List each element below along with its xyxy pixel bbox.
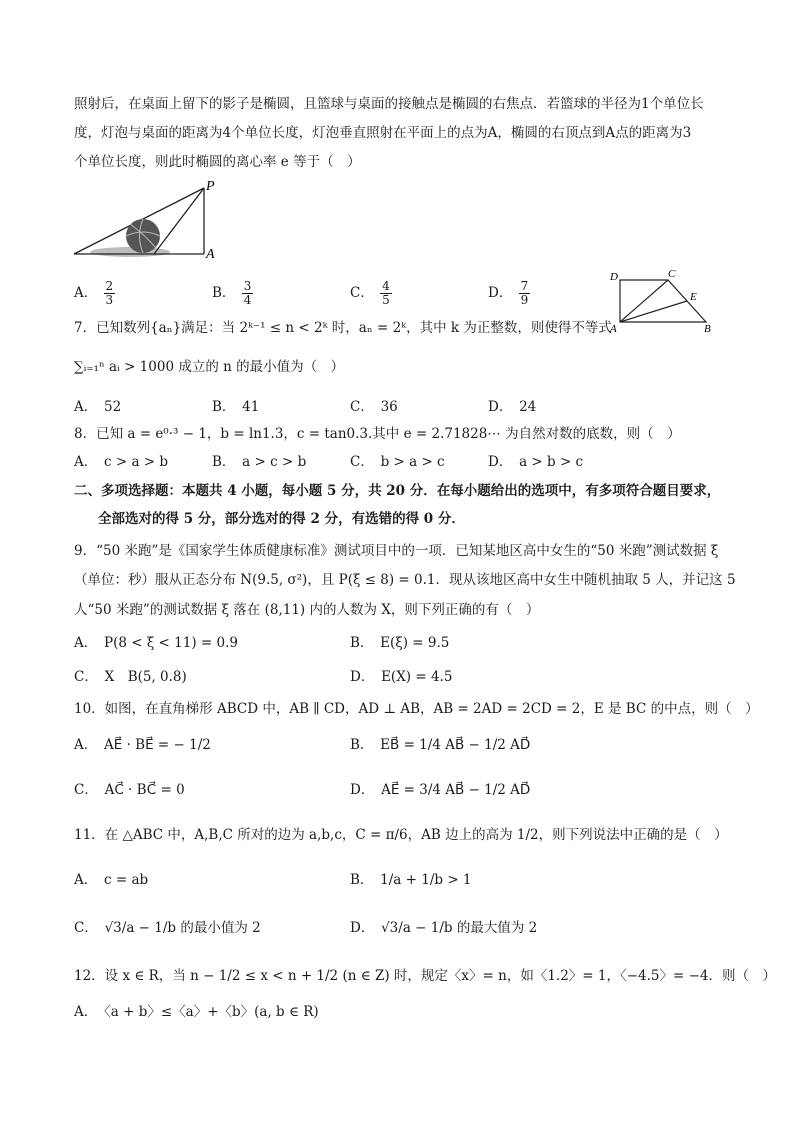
q8-text-line1: 8．已知 a = e⁰·³ − 1，b = ln1.3，c = tan0.3.其中 e = 2.71828⋯ 为自然对数的底数，则（ ） [74, 426, 681, 442]
q7-text-line2: ∑ᵢ₌₁ⁿ aᵢ > 1000 成立的 n 的最小值为（ ） [74, 359, 345, 375]
segment-ae [620, 301, 687, 322]
label-e: E [690, 291, 697, 303]
q6-option-d: D． $\frac{7}{9}$ [488, 279, 529, 307]
q10-option-b: B． EB⃗ = 1/4 AB⃗ − 1/2 AD⃗ [350, 737, 531, 753]
q11-option-a: A． c = ab [74, 872, 149, 888]
basketball-icon [126, 219, 160, 253]
q9-text-line2: （单位：秒）服从正态分布 N(9.5, σ²)，且 P(ξ ≤ 8) = 0.1．现从该地区高中女生中随机抽取 5 人，并记这 5 [74, 572, 736, 588]
q7-option-a: A． 52 [74, 399, 122, 415]
label-c: C [668, 268, 676, 280]
q9-text-line3: 人“50 米跑”的测试数据 ξ 落在 (8,11) 内的人数为 X，则下列正确的有（ ） [74, 602, 540, 618]
q6-text-line3: 个单位长度，则此时椭圆的离心率 e 等于（ ） [74, 154, 361, 170]
trapezoid-figure [606, 266, 722, 338]
q7-text-line1: 7．已知数列{aₙ}满足：当 2ᵏ⁻¹ ≤ n < 2ᵏ 时，aₙ = 2ᵏ，其中 k 为正整数，则使得不等式 [74, 320, 612, 336]
q8-option-b: B． a > c > b [212, 454, 307, 470]
q6-text-line2: 度，灯泡与桌面的距离为4个单位长度，灯泡垂直照射在平面上的点为A，椭圆的右顶点到A点的距离为3 [74, 125, 692, 141]
q11-text-line1: 11．在 △ABC 中，A,B,C 所对的边为 a,b,c，C = π/6，AB 边上的高为 1/2，则下列说法中正确的是（ ） [74, 827, 728, 843]
section2-heading-line1: 二、多项选择题：本题共 4 小题，每小题 5 分，共 20 分．在每小题给出的选项中，有多项符合题目要求， [74, 483, 721, 499]
q11-option-c: C． √3/a − 1/b 的最小值为 2 [74, 920, 261, 936]
q11-option-b: B． 1/a + 1/b > 1 [350, 872, 472, 888]
q10-option-d: D． AE⃗ = 3/4 AB⃗ − 1/2 AD⃗ [350, 782, 531, 798]
q7-option-b: B． 41 [212, 399, 260, 415]
q6-option-c: C． $\frac{4}{5}$ [350, 279, 390, 307]
q9-option-a: A． P(8 < ξ < 11) = 0.9 [74, 635, 238, 651]
q10-option-a: A． AE⃗ · BE⃗ = − 1/2 [74, 737, 211, 753]
q7-option-d: D． 24 [488, 399, 537, 415]
section2-heading-line2: 全部选对的得 5 分，部分选对的得 2 分，有选错的得 0 分． [98, 511, 465, 527]
q9-option-d: D． E(X) = 4.5 [350, 669, 453, 685]
light-ray-right [154, 188, 204, 254]
label-b: B [704, 323, 711, 335]
label-p: P [206, 179, 215, 194]
q12-text-line1: 12．设 x ∈ R，当 n − 1/2 ≤ x < n + 1/2 (n ∈ Z) 时，规定〈x〉= n，如〈1.2〉= 1，〈−4.5〉= −4．则（ ） [74, 968, 777, 984]
q7-option-c: C． 36 [350, 399, 398, 415]
q6-option-a: A． $\frac{2}{3}$ [74, 279, 114, 307]
label-a-trap: A [610, 323, 617, 335]
q9-option-b: B． E(ξ) = 9.5 [350, 635, 450, 651]
label-a: A [206, 247, 215, 262]
q8-option-c: C． b > a > c [350, 454, 445, 470]
q12-option-a: A． 〈a + b〉≤〈a〉+〈b〉(a, b ∈ R) [74, 1004, 319, 1020]
q10-option-c: C． AC⃗ · BC⃗ = 0 [74, 782, 185, 798]
q6-text-line1: 照射后，在桌面上留下的影子是椭圆，且篮球与桌面的接触点是椭圆的右焦点．若篮球的半径为1个单位长 [74, 96, 704, 112]
basketball-shadow-figure [72, 178, 222, 262]
q6-option-b: B． $\frac{3}{4}$ [212, 279, 252, 307]
q9-text-line1: 9．“50 米跑”是《国家学生体质健康标准》测试项目中的一项．已知某地区高中女生的“50 米跑”测试数据 ξ [74, 543, 719, 559]
segment-ac [620, 280, 668, 322]
q9-option-c: C． X B(5, 0.8) [74, 669, 187, 685]
label-d: D [610, 271, 618, 283]
q8-option-d: D． a > b > c [488, 454, 584, 470]
q10-text-line1: 10．如图，在直角梯形 ABCD 中，AB ∥ CD，AD ⊥ AB，AB = 2AD = 2CD = 2，E 是 BC 的中点，则（ ） [74, 701, 759, 717]
q8-option-a: A． c > a > b [74, 454, 169, 470]
q11-option-d: D． √3/a − 1/b 的最大值为 2 [350, 920, 538, 936]
